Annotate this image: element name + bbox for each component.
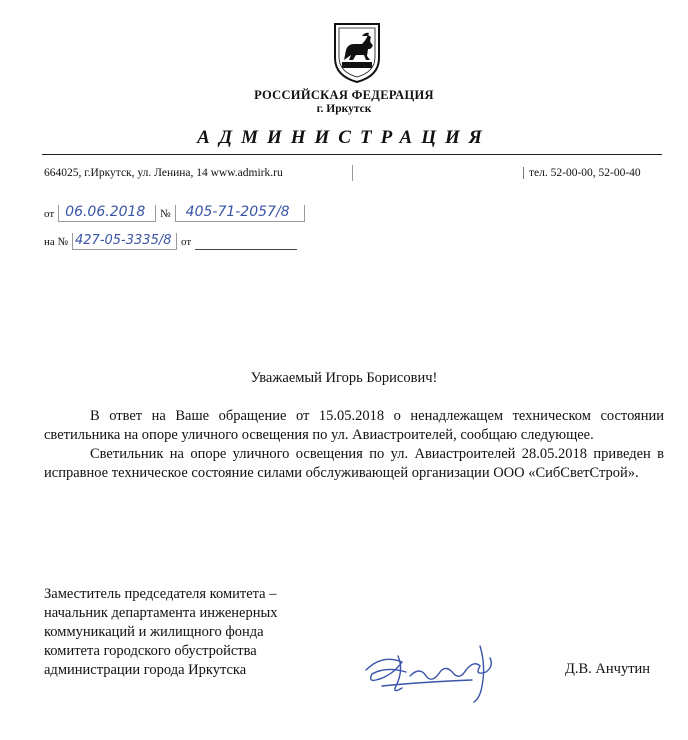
reply-number-field [72, 233, 177, 250]
signatory-title [44, 585, 277, 680]
phone-line: тел. 52-00-00, 52-00-40 [523, 167, 641, 179]
reply-number-handwritten: 427-05-3335/8 [75, 233, 172, 248]
date-handwritten: 06.06.2018 [65, 204, 146, 220]
reply-from-label: от [181, 236, 192, 248]
date-field [58, 205, 156, 222]
paragraph-2: Светильник на опоре уличного освещения по ул. Авиастроителей 28.05.2018 приведен в исправное техническое состояние силами обслуживающей организации ООО «СибСветСтрой». [44, 446, 664, 481]
greeting: Уважаемый Игорь Борисович! [250, 370, 438, 386]
handwritten-signature-icon [362, 636, 512, 706]
signatory-name: Д.В. Анчутин [565, 661, 651, 677]
letter-body [44, 407, 664, 483]
address-line: 664025, г.Иркутск, ул. Ленина, 14 www.admirk.ru [44, 167, 283, 179]
signatory-line-4: комитета городского обустройства [44, 643, 257, 659]
coat-of-arms-icon [332, 22, 382, 84]
paragraph-1: В ответ на Ваше обращение от 15.05.2018 о ненадлежащем техническом состоянии светильника на опоре уличного освещения по ул. Авиастроителей, сообщаю следующее. [44, 408, 664, 443]
number-field [175, 205, 305, 222]
signatory-line-3: коммуникаций и жилищного фонда [44, 624, 264, 640]
signatory-line-1: Заместитель председателя комитета – [44, 586, 277, 602]
country-title: РОССИЙСКАЯ ФЕДЕРАЦИЯ [254, 88, 434, 102]
city-title: г. Иркутск [316, 103, 372, 115]
organization-title: АДМИНИСТРАЦИЯ [197, 127, 491, 148]
from-label: от [44, 208, 55, 220]
header-rule [42, 154, 662, 155]
number-label: № [160, 208, 171, 220]
reply-date-field [195, 233, 297, 250]
number-handwritten: 405-71-2057/8 [185, 204, 290, 220]
reply-line [44, 232, 297, 250]
address-divider [352, 165, 353, 181]
signatory-line-2: начальник департамента инженерных [44, 605, 278, 621]
reply-label: на № [44, 236, 69, 248]
signatory-line-5: администрации города Иркутска [44, 662, 247, 678]
registration-line [44, 204, 305, 222]
